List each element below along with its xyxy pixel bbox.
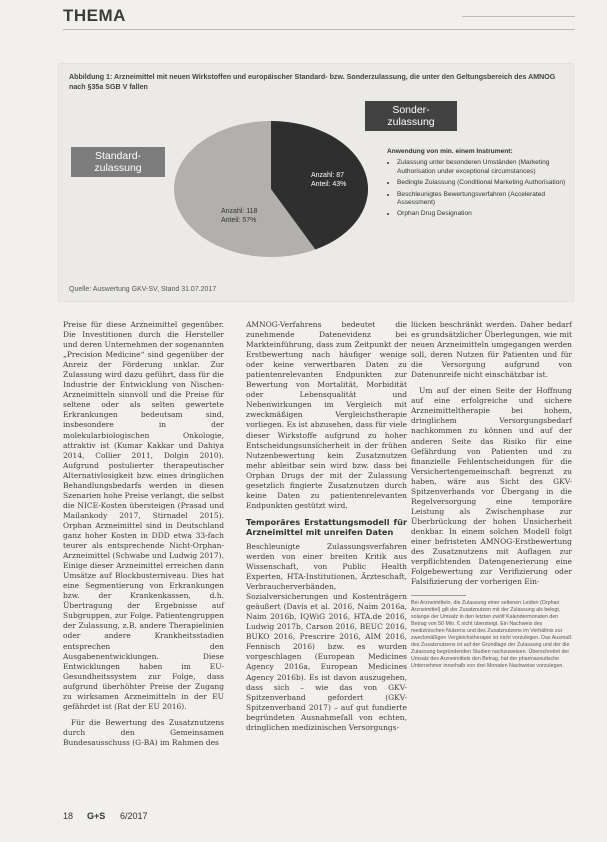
header-rule — [462, 16, 575, 17]
figure-source: Quelle: Auswertung GKV-SV, Stand 31.07.2017 — [69, 286, 217, 293]
paragraph: lücken beschränkt werden. Daher bedarf es grundsätzlicher Überlegungen, wie mit neuen Arzneimitteln umgegangen werden soll, deren Nutzen für Patienten und für die Versorgung aufgrund von Datenunreife nicht einschätzbar ist. — [411, 320, 572, 380]
text-column-2 — [246, 320, 407, 739]
magazine-name: G+S — [87, 811, 106, 821]
callout-standard-text: Standard- zulassung — [94, 150, 142, 174]
header-divider — [63, 29, 575, 30]
paragraph: Beschleunigte Zulassungsverfahren werden von einer breiten Kritik aus Wissenschaft, von Public Health Experten, HTA-Institutionen, Ärzteschaft, Verbraucherverbänden, Sozialversicherungen und Kostenträgern geäußert (Davis et al. 2016, Naim 2016a, Naim 2016b, IQWiG 2016, HTA.de 2016, Ludwig 2017b, Carson 2016, BEUC 2016, BUKO 2016, Prescrire 2016, AIM 2016, Fennisch 2016) bzw. es wurden vorgeschlagen (European Medicines Agency 2016a, European Medicines Agency 2016b). Es ist davon auszugehen, dass sich – wie das von GKV-Spitzenverband gefordert (GKV-Spitzenverband 2017) – auf gut fundierte begründeten Ausnahmefall von echten, dringlichen medizinischen Versorgungs- — [246, 541, 407, 732]
issue-number: 6/2017 — [120, 811, 148, 821]
section-heading: Temporäres Erstattungsmodell für Arzneimittel mit unreifen Daten — [246, 516, 407, 537]
instrument-item: • Orphan Drug Designation — [397, 210, 567, 218]
instrument-item: • Beschleunigtes Bewertungsverfahren (Accelerated Assessment) — [397, 191, 567, 208]
footnote-rule — [411, 595, 466, 596]
text-column-3 — [411, 320, 572, 593]
paragraph: Preise für diese Arzneimittel gegenüber. Die Investitionen durch die Hersteller und deren Unternehmen der sogenannten „Precision Medicine“ sind gegenüber der Anreiz der Förderung unklar. Zur Zulassung wird dazu geführt, dass für die Industrie der Entwicklung von Nischen-Arzneimitteln sinnvoll und die Preise für seltene oder als selten gewertete Erkrankungen bedeutsam sind, insbesondere in der molekularbiologischen Onkologie, attraktiv ist (Kumar Kakkar und Dahiya 2014, Collier 2011, Dolgin 2010). Aufgrund postulierter therapeutischer Alternativlosigkeit bzw. eines dringlichen Behandlungsbedarfs werden in diesen Szenarien hohe Preise verlangt, die selbst die NICE-Kosten übersteigen (Prasad und Mailankody 2017, Stirnadel 2015). Orphan Arzneimittel sind in Deutschland ganz hoher Kosten in DDD etwa 33-fach teurer als entsprechende Nicht-Orphan-Arzneimittel (Schwabe und Ludwig 2017). Einige dieser Arzneimittel erreichen dann Umsätze auf Blockbusterniveau. Dies hat eine Segmentierung von Erkrankungen bzw. der Krankenkassen, d.h. Übertragung der Ergebnisse auf Subgruppen, zur Folge. Patientengruppen der Zulassung, z.B. andere Therapielinien oder andere Krankheitsstadien entsprechen den Ausgabenentwicklungen. Diese Entwicklungen haben im EU-Gesundheitssystem zur Folge, dass aufgrund überhöhter Preise der Zugang zu wirksamen Arzneimitteln in der EU gefährdet ist (Rat der EU 2016). — [63, 320, 224, 711]
data-label-sonder-pct: Anteil: 43% — [311, 181, 347, 188]
pie-chart — [171, 114, 381, 264]
section-title: THEMA — [63, 6, 126, 25]
page-number: 18 — [63, 811, 74, 821]
paragraph: AMNOG-Verfahrens bedeutet die zunehmende Datenevidenz bei Markteinführung, dass zum Zeitpunkt der Erstbewertung nach häufiger wenige oder keine verwertbaren Daten zu patientenrelevanten Endpunkten zur Bewertung von Mortalität, Morbidität oder Lebensqualität und Nebenwirkungen im Vergleich mit zweckmäßigen Vergleichstherapie vorliegen. Es ist abzusehen, dass für viele dieser Wirkstoffe aufgrund zu hoher Entscheidungsunsicherheit in der frühen Nutzenbewertung kein Zusatznutzen mehr ableitbar sein wird bzw. dass bei Orphan Drugs der mit der Zulassung gesetzlich fingierte Zusatznutzen durch keine Daten zu patientenrelevanten Endpunkten gestützt wird. — [246, 320, 407, 510]
text-column-1 — [63, 320, 224, 754]
callout-standardzulassung — [71, 147, 165, 177]
paragraph: Für die Bewertung des Zusatznutzens durch den Gemeinsamen Bundesausschuss (G-BA) im Rahmen des — [63, 717, 224, 747]
instrument-item: • Zulassung unter besonderen Umständen (Marketing Authorisation under exceptional circumstances) — [397, 159, 567, 176]
paragraph: Um auf der einen Seite der Hoffnung auf eine erfolgreiche und sichere Arzneimitteltherapie bei hohem, dringlichem Versorgungsbedarf nachkommen zu können und auf der anderen Seite das Risiko für eine Gefährdung von Patienten und zu finanzielle Fehlentscheidungen für die Versichertengemeinschaft begrenzt zu haben, wäre aus Sicht des GKV-Spitzenverbands vor Übergang in die Regelversorgung eine temporäre Leistung als Zwischenphase zur Überbrückung der hohen Unsicherheit denkbar. In einem solchen Modell folgt einer befristeten AMNOG-Erstbewertung des Zusatznutzens mit Auflagen zur verpflichtenden Datengenerierung eine Folgebewertung zur Verifizierung oder Falsifizierung der vorherigen Ein- — [411, 386, 572, 587]
instrument-list — [387, 148, 567, 222]
instrument-list-title: Anwendung von min. einem Instrument: — [387, 148, 513, 155]
data-label-sonder-count: Anzahl: 87 — [311, 172, 345, 179]
figure-caption: Abbildung 1: Arzneimittel mit neuen Wirkstoffen und europäischer Standard- bzw. Sonderzulassung, die unter den Geltungsbereich des AMNOG nach §35a SGB V fallen — [69, 73, 556, 91]
callout-sonderzulassung — [365, 101, 457, 131]
footnote: Bei Arzneimitteln, die Zulassung einer seltenen Leiden (Orphan Arzneimittel) gilt der Zusatznutzen mit der Zulassung als belegt, solange der Umsatz in den letzten zwölf Kalendermonaten den Betrag von 50 Mio. € nicht übersteigt. Ein Nachweis des medizinischen Nutzens und des Zusatznutzens im Verhältnis zur zweckmäßigen Vergleichstherapie ist nicht vorzulegen. Das Ausmaß des Zusatznutzens ist auf der Grundlage der Zulassung und der die Zulassung begründenden Studien nachzuweisen. Überschreitet der Umsatz des Arzneimittels den Betrag, hat der pharmazeutische Unternehmer innerhalb von drei Monaten Nachweise vorzulegen. — [411, 600, 572, 669]
data-label-standard-pct: Anteil: 57% — [221, 217, 257, 224]
data-label-standard-count: Anzahl: 118 — [221, 208, 258, 215]
instrument-item: • Bedingte Zulassung (Conditional Marketing Authorisation) — [397, 179, 567, 187]
callout-sonder-text: Sonder- zulassung — [387, 104, 435, 128]
figure-box — [58, 63, 574, 302]
